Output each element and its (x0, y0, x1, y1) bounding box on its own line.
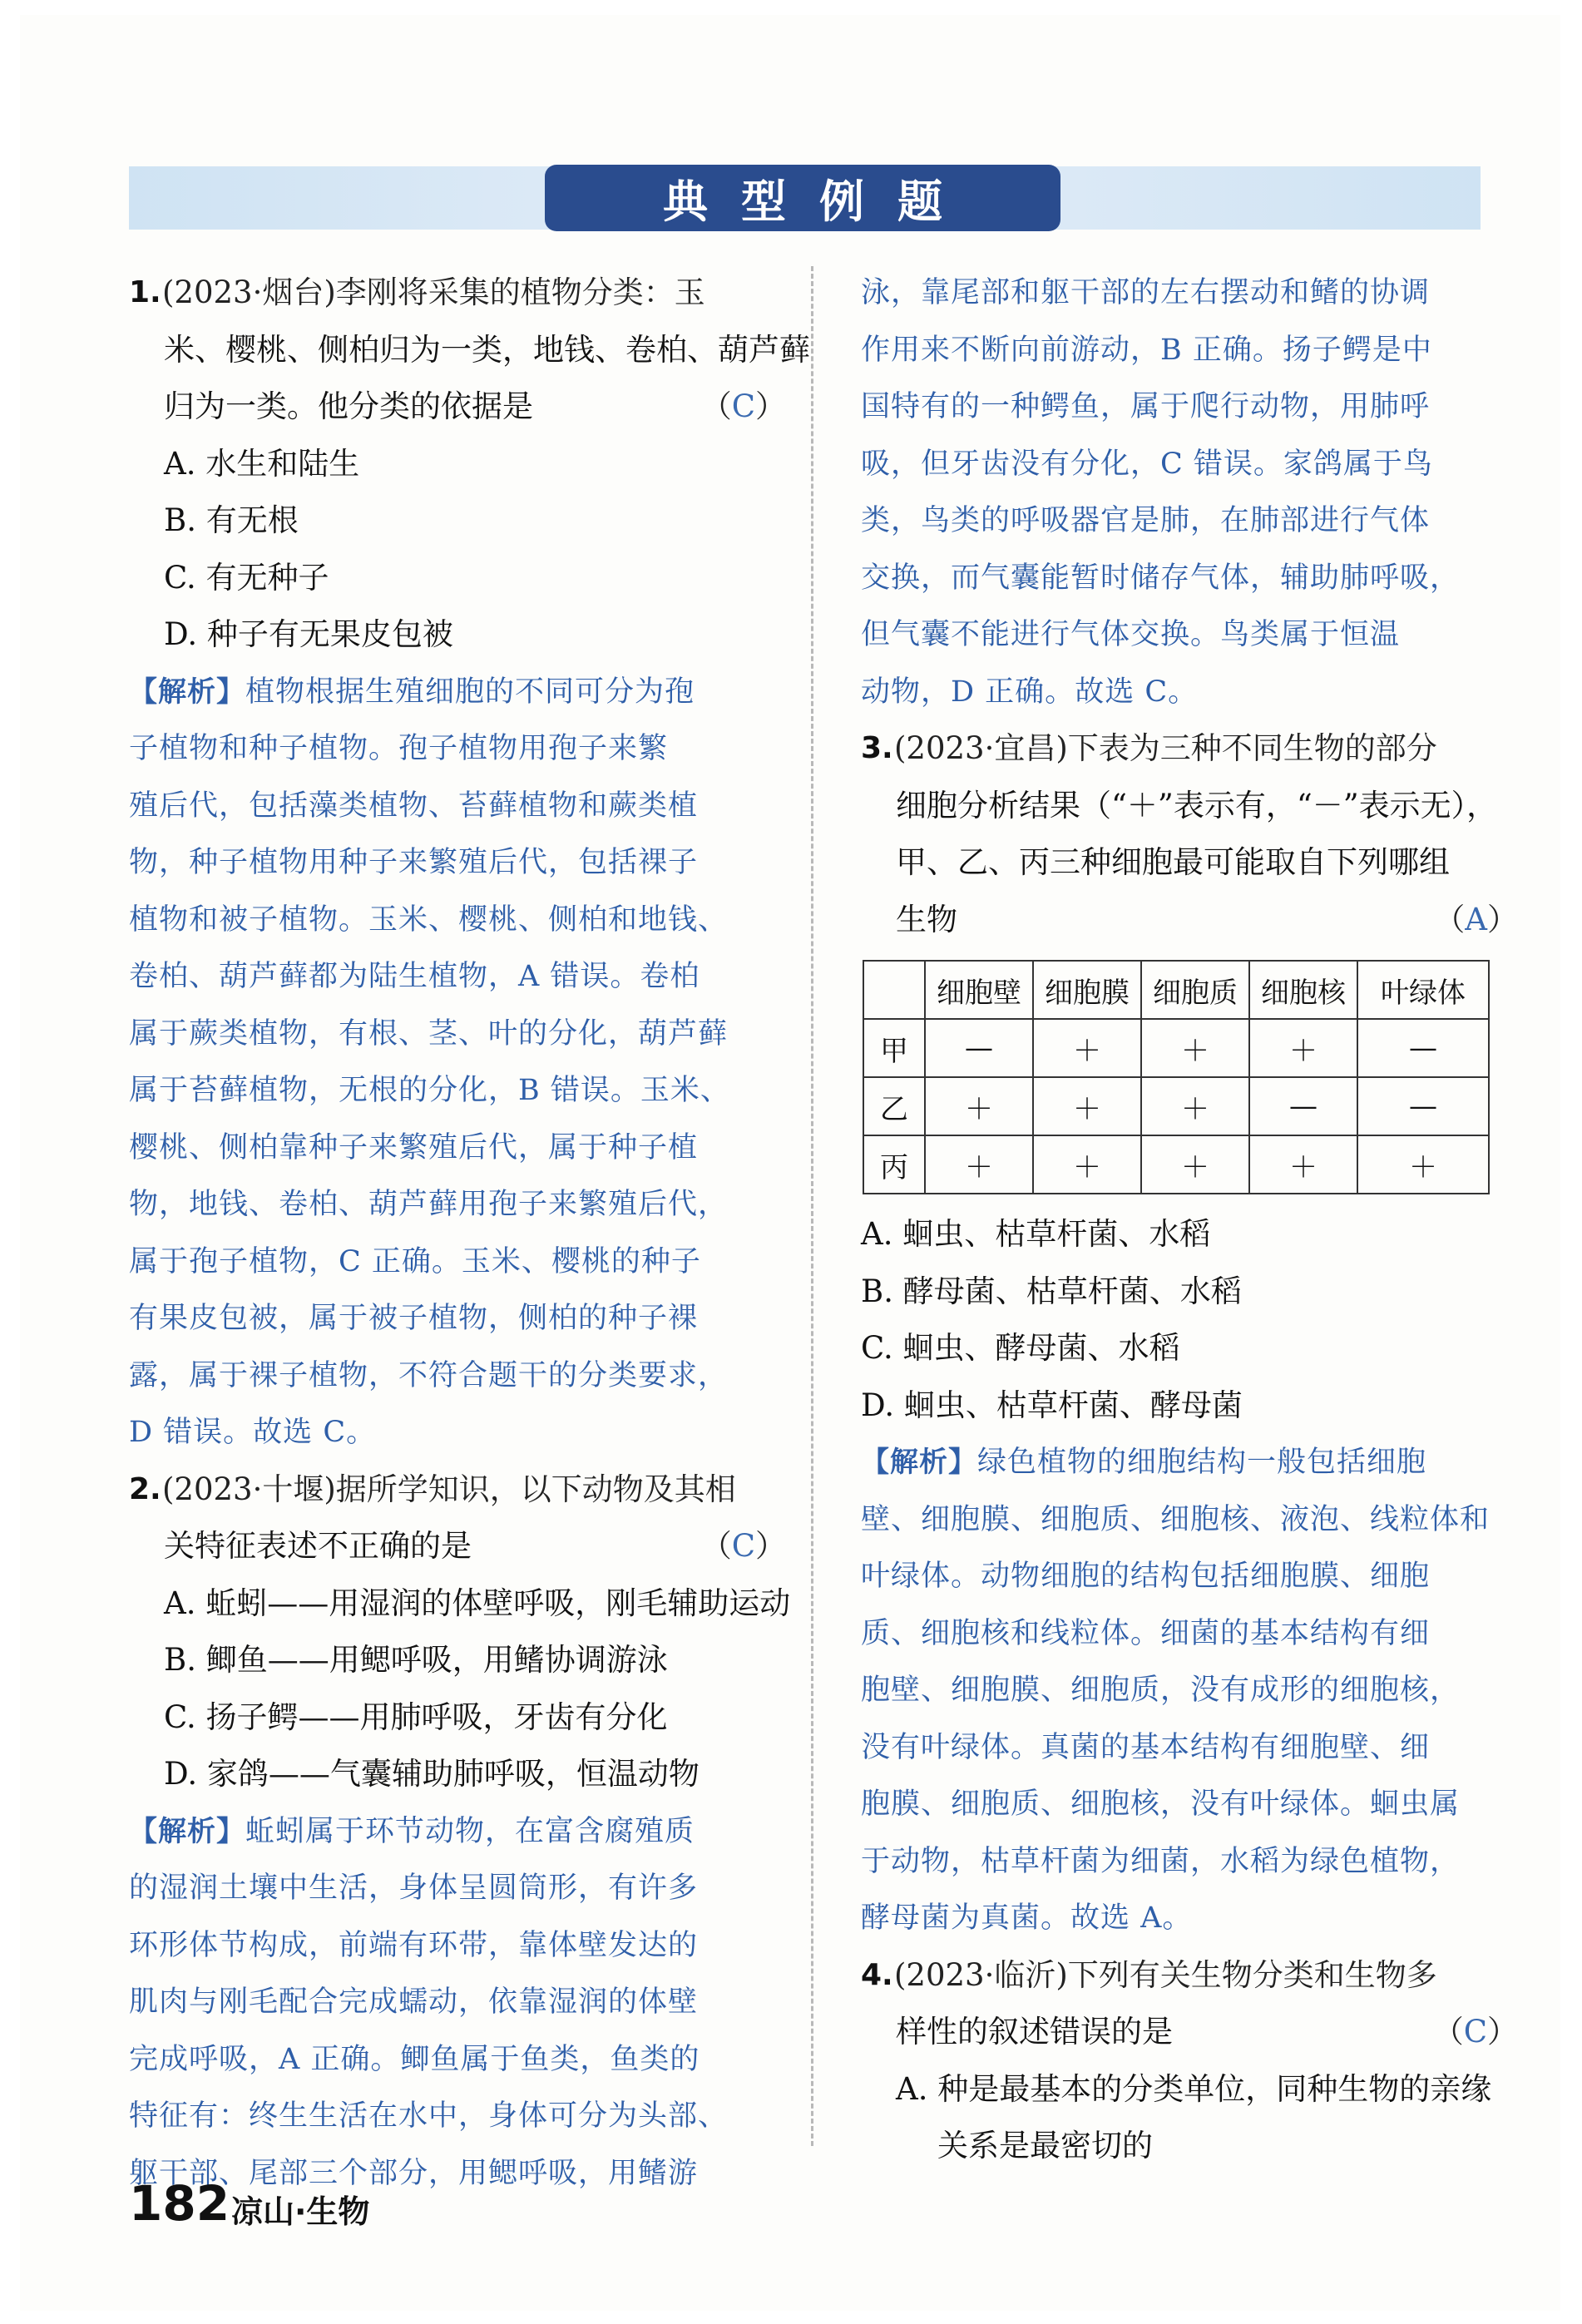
table-cell: ＋ (1033, 1019, 1141, 1077)
question-3-line-2: 细胞分析结果（“＋”表示有，“－”表示无）， (896, 787, 1498, 823)
question-1-line-1: 1. (2023·烟台)李刚将采集的植物分类：玉 (129, 265, 786, 322)
table-header-cell: 细胞膜 (1033, 961, 1141, 1019)
analysis-line: 交换，而气囊能暂时储存气体，辅助肺呼吸， (861, 561, 1461, 595)
analysis-line: 动物，D 正确。故选 C。 (861, 675, 1199, 709)
answer-bracket: （C） (700, 388, 786, 424)
column-divider (811, 266, 813, 2146)
table-cell: — (1249, 1077, 1357, 1135)
table-cell: ＋ (925, 1135, 1033, 1194)
option-c: C. 蛔虫、酵母菌、水稻 (861, 1330, 1180, 1366)
table-row (863, 1135, 1489, 1194)
option-a: A. 水生和陆生 (164, 445, 360, 482)
book-label: 凉山·生物 (231, 2193, 370, 2230)
analysis-line: 于动物，枯草杆菌为细菌，水稻为绿色植物， (861, 1844, 1461, 1878)
question-2-line-1: 2. (2023·十堰)据所学知识，以下动物及其相 (129, 1461, 786, 1519)
option-b: B. 鲫鱼——用鳃呼吸，用鳍协调游泳 (164, 1642, 668, 1678)
analysis-line: 樱桃、侧柏靠种子来繁殖后代，属于种子植 (129, 1130, 699, 1164)
option-c: C. 有无种子 (164, 559, 329, 596)
analysis-line: 肌肉与刚毛配合完成蠕动，依靠湿润的体壁 (129, 1985, 699, 2019)
question-1-line-2: 米、樱桃、侧柏归为一类，地钱、卷柏、葫芦藓 (164, 331, 810, 368)
table-header-cell: 细胞壁 (925, 961, 1033, 1019)
table-cell: ＋ (925, 1077, 1033, 1135)
analysis-line: 类，鸟类的呼吸器官是肺，在肺部进行气体 (861, 504, 1431, 537)
analysis-tag: 【解析】 (861, 1446, 977, 1479)
table-cell: 甲 (863, 1019, 925, 1077)
question-4-line-1: 4. (2023·临沂)下列有关生物分类和生物多 (861, 1947, 1518, 2005)
option-a: A. 蛔虫、枯草杆菌、水稻 (861, 1216, 1211, 1252)
analysis-line: 质、细胞核和线粒体。细菌的基本结构有细 (861, 1616, 1431, 1650)
table-header-cell: 细胞质 (1141, 961, 1249, 1019)
table-cell: 丙 (863, 1135, 925, 1194)
question-3-line-4: 生物 （A） (861, 892, 1518, 949)
analysis-line: 国特有的一种鳄鱼，属于爬行动物，用肺呼 (861, 390, 1431, 423)
table-header-row (863, 961, 1489, 1019)
table-cell: ＋ (1249, 1019, 1357, 1077)
table-cell: ＋ (1141, 1019, 1249, 1077)
analysis-line: 泳，靠尾部和躯干部的左右摆动和鳍的协调 (861, 276, 1431, 309)
option-b: B. 酵母菌、枯草杆菌、水稻 (861, 1273, 1242, 1309)
question-3-line-1: 3. (2023·宜昌)下表为三种不同生物的部分 (861, 720, 1518, 778)
option-d: D. 家鸽——气囊辅助肺呼吸，恒温动物 (164, 1756, 700, 1792)
option-a: A. 蚯蚓——用湿润的体壁呼吸，刚毛辅助运动 (164, 1585, 791, 1621)
table-row (863, 1077, 1489, 1135)
analysis-line: 没有叶绿体。真菌的基本结构有细胞壁、细 (861, 1730, 1431, 1764)
table-cell: 乙 (863, 1077, 925, 1135)
analysis-line: 吸，但牙齿没有分化，C 错误。家鸽属于鸟 (861, 447, 1433, 481)
analysis-line: 的湿润土壤中生活，身体呈圆筒形，有许多 (129, 1872, 699, 1905)
table-header-cell (863, 961, 925, 1019)
table-cell: ＋ (1249, 1135, 1357, 1194)
analysis-line: 壁、细胞膜、细胞质、细胞核、液泡、线粒体和 (861, 1502, 1491, 1536)
question-4-line-2: 样性的叙述错误的是 （C） (861, 2004, 1518, 2061)
answer-bracket: （C） (700, 1528, 786, 1564)
question-1-line-3: 归为一类。他分类的依据是 （C） (129, 378, 786, 436)
analysis-tag: 【解析】 (129, 1814, 245, 1848)
analysis-line: 属于苔藓植物，无根的分化，B 错误。玉米、 (129, 1074, 730, 1107)
question-number: 3. (861, 731, 893, 765)
analysis-line: 殖后代，包括藻类植物、苔藓植物和蕨类植 (129, 789, 699, 823)
analysis-tag: 【解析】 (129, 675, 245, 709)
analysis-line: 躯干部、尾部三个部分，用鳃呼吸，用鳍游 (129, 2156, 699, 2190)
analysis-line: 属于孢子植物，C 正确。玉米、樱桃的种子 (129, 1244, 701, 1278)
answer-letter: C (731, 1528, 755, 1564)
analysis-line: 【解析】蚯蚓属于环节动物，在富含腐殖质 (129, 1814, 695, 1848)
right-column (861, 265, 1518, 2175)
table-cell: ＋ (1033, 1135, 1141, 1194)
option-d: D. 蛔虫、枯草杆菌、酵母菌 (861, 1387, 1243, 1423)
table-header-cell: 叶绿体 (1357, 961, 1489, 1019)
analysis-line: 特征有：终生生活在水中，身体可分为头部、 (129, 2099, 729, 2133)
analysis-line: 物，地钱、卷柏、葫芦藓用孢子来繁殖后代， (129, 1188, 729, 1221)
answer-bracket: （C） (1432, 2014, 1518, 2050)
section-title: 典型例题 (663, 175, 976, 228)
analysis-line: 完成呼吸，A 正确。鲫鱼属于鱼类，鱼类的 (129, 2042, 700, 2076)
table-cell: — (1357, 1077, 1489, 1135)
table-header-cell: 细胞核 (1249, 961, 1357, 1019)
analysis-line: 有果皮包被，属于被子植物，侧柏的种子裸 (129, 1302, 699, 1335)
option-a: A. 种是最基本的分类单位，同种生物的亲缘 (896, 2070, 1492, 2107)
table-cell: ＋ (1033, 1077, 1141, 1135)
analysis-line: 酵母菌为真菌。故选 A。 (861, 1901, 1193, 1935)
analysis-line: 属于蕨类植物，有根、茎、叶的分化，葫芦藓 (129, 1016, 729, 1051)
question-number: 1. (129, 275, 161, 309)
analysis-line: D 错误。故选 C。 (129, 1416, 377, 1449)
table-cell: ＋ (1141, 1135, 1249, 1194)
analysis-line: 作用来不断向前游动，B 正确。扬子鳄是中 (861, 333, 1432, 367)
question-3-line-3: 甲、乙、丙三种细胞最可能取自下列哪组 (896, 844, 1450, 880)
answer-letter: C (731, 388, 755, 424)
analysis-line: 【解析】绿色植物的细胞结构一般包括细胞 (861, 1446, 1427, 1479)
answer-bracket: （A） (1434, 901, 1518, 937)
analysis-line: 露，属于裸子植物，不符合题干的分类要求， (129, 1358, 729, 1392)
table-cell: ＋ (1141, 1077, 1249, 1135)
answer-letter: C (1463, 2014, 1487, 2050)
analysis-line: 子植物和种子植物。孢子植物用孢子来繁 (129, 732, 669, 765)
question-number: 2. (129, 1471, 161, 1506)
table-cell: — (925, 1019, 1033, 1077)
option-b: B. 有无根 (164, 502, 299, 538)
question-number: 4. (861, 1957, 893, 1992)
option-d: D. 种子有无果皮包被 (164, 616, 453, 652)
answer-letter: A (1465, 901, 1487, 937)
table-cell: ＋ (1357, 1135, 1489, 1194)
analysis-line: 物，种子植物用种子来繁殖后代，包括裸子 (129, 846, 699, 879)
analysis-line: 环形体节构成，前端有环带，靠体壁发达的 (129, 1928, 699, 1962)
cell-analysis-table (863, 960, 1490, 1194)
table-row (863, 1019, 1489, 1077)
analysis-line: 胞膜、细胞质、细胞核，没有叶绿体。蛔虫属 (861, 1788, 1461, 1821)
analysis-line: 植物和被子植物。玉米、樱桃、侧柏和地钱、 (129, 902, 729, 937)
analysis-line: 【解析】植物根据生殖细胞的不同可分为孢 (129, 675, 695, 709)
question-2-line-2: 关特征表述不正确的是 （C） (129, 1518, 786, 1575)
analysis-line: 叶绿体。动物细胞的结构包括细胞膜、细胞 (861, 1560, 1431, 1593)
option-c: C. 扬子鳄——用肺呼吸，牙齿有分化 (164, 1698, 668, 1735)
page-number: 182 (129, 2175, 230, 2232)
analysis-line: 卷柏、葫芦藓都为陆生植物，A 错误。卷柏 (129, 960, 700, 993)
analysis-line: 但气囊不能进行气体交换。鸟类属于恒温 (861, 618, 1401, 651)
section-banner-pill (545, 165, 1060, 231)
analysis-line: 胞壁、细胞膜、细胞质，没有成形的细胞核， (861, 1674, 1461, 1707)
option-a-continued: 关系是最密切的 (937, 2128, 1153, 2163)
left-column (129, 265, 810, 2202)
table-cell: — (1357, 1019, 1489, 1077)
